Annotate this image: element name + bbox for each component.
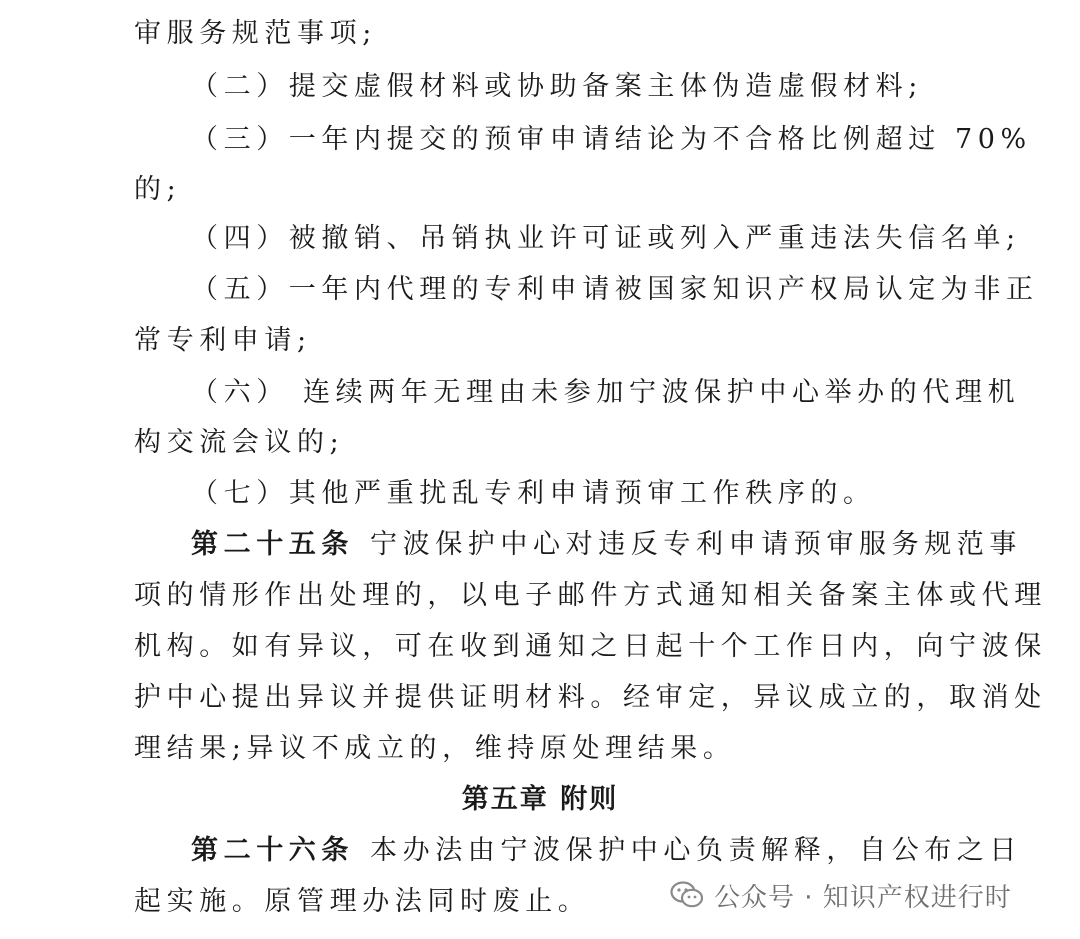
text-line: 审服务规范事项;: [134, 18, 377, 49]
list-item: （六） 连续两年无理由未参加宁波保护中心举办的代理机: [191, 377, 1021, 408]
chapter-title: 第五章 附则: [461, 784, 619, 815]
article-26-heading: [0, 831, 1080, 871]
watermark-text: 公众号 · 知识产权进行时: [714, 882, 1012, 913]
list-item: （七）其他严重扰乱专利申请预审工作秩序的。: [191, 478, 876, 509]
article-25-heading: [0, 525, 1080, 565]
list-item: （二）提交虚假材料或协助备案主体伪造虚假材料;: [191, 71, 923, 102]
watermark: [670, 875, 1012, 915]
text-line: 常专利申请;: [134, 325, 312, 356]
list-item: （三）一年内提交的预审申请结论为不合格比例超过 70%: [191, 124, 1032, 155]
text-line: 项的情形作出处理的，以电子邮件方式通知相关备案主体或代理: [134, 580, 1047, 611]
text-line: 理结果;异议不成立的，维持原处理结果。: [134, 733, 736, 764]
list-item: （四）被撤销、吊销执业许可证或列入严重违法失信名单;: [191, 223, 1021, 254]
text-line: 护中心提出异议并提供证明材料。经审定，异议成立的，取消处: [134, 682, 1047, 713]
article-label: 第二十六条: [191, 835, 354, 866]
text-line: 机构。如有异议，可在收到通知之日起十个工作日内，向宁波保: [134, 631, 1047, 662]
article-label: 第二十五条: [191, 529, 354, 560]
list-item: （五）一年内代理的专利申请被国家知识产权局认定为非正: [191, 274, 1039, 305]
article-text: 本办法由宁波保护中心负责解释，自公布之日: [370, 835, 1022, 866]
text-line: 的;: [134, 174, 182, 205]
wechat-icon: [670, 880, 704, 910]
text-line: 构交流会议的;: [134, 427, 345, 458]
article-text: 宁波保护中心对违反专利申请预审服务规范事: [370, 529, 1022, 560]
text-line: 起实施。原管理办法同时废止。: [134, 886, 591, 917]
